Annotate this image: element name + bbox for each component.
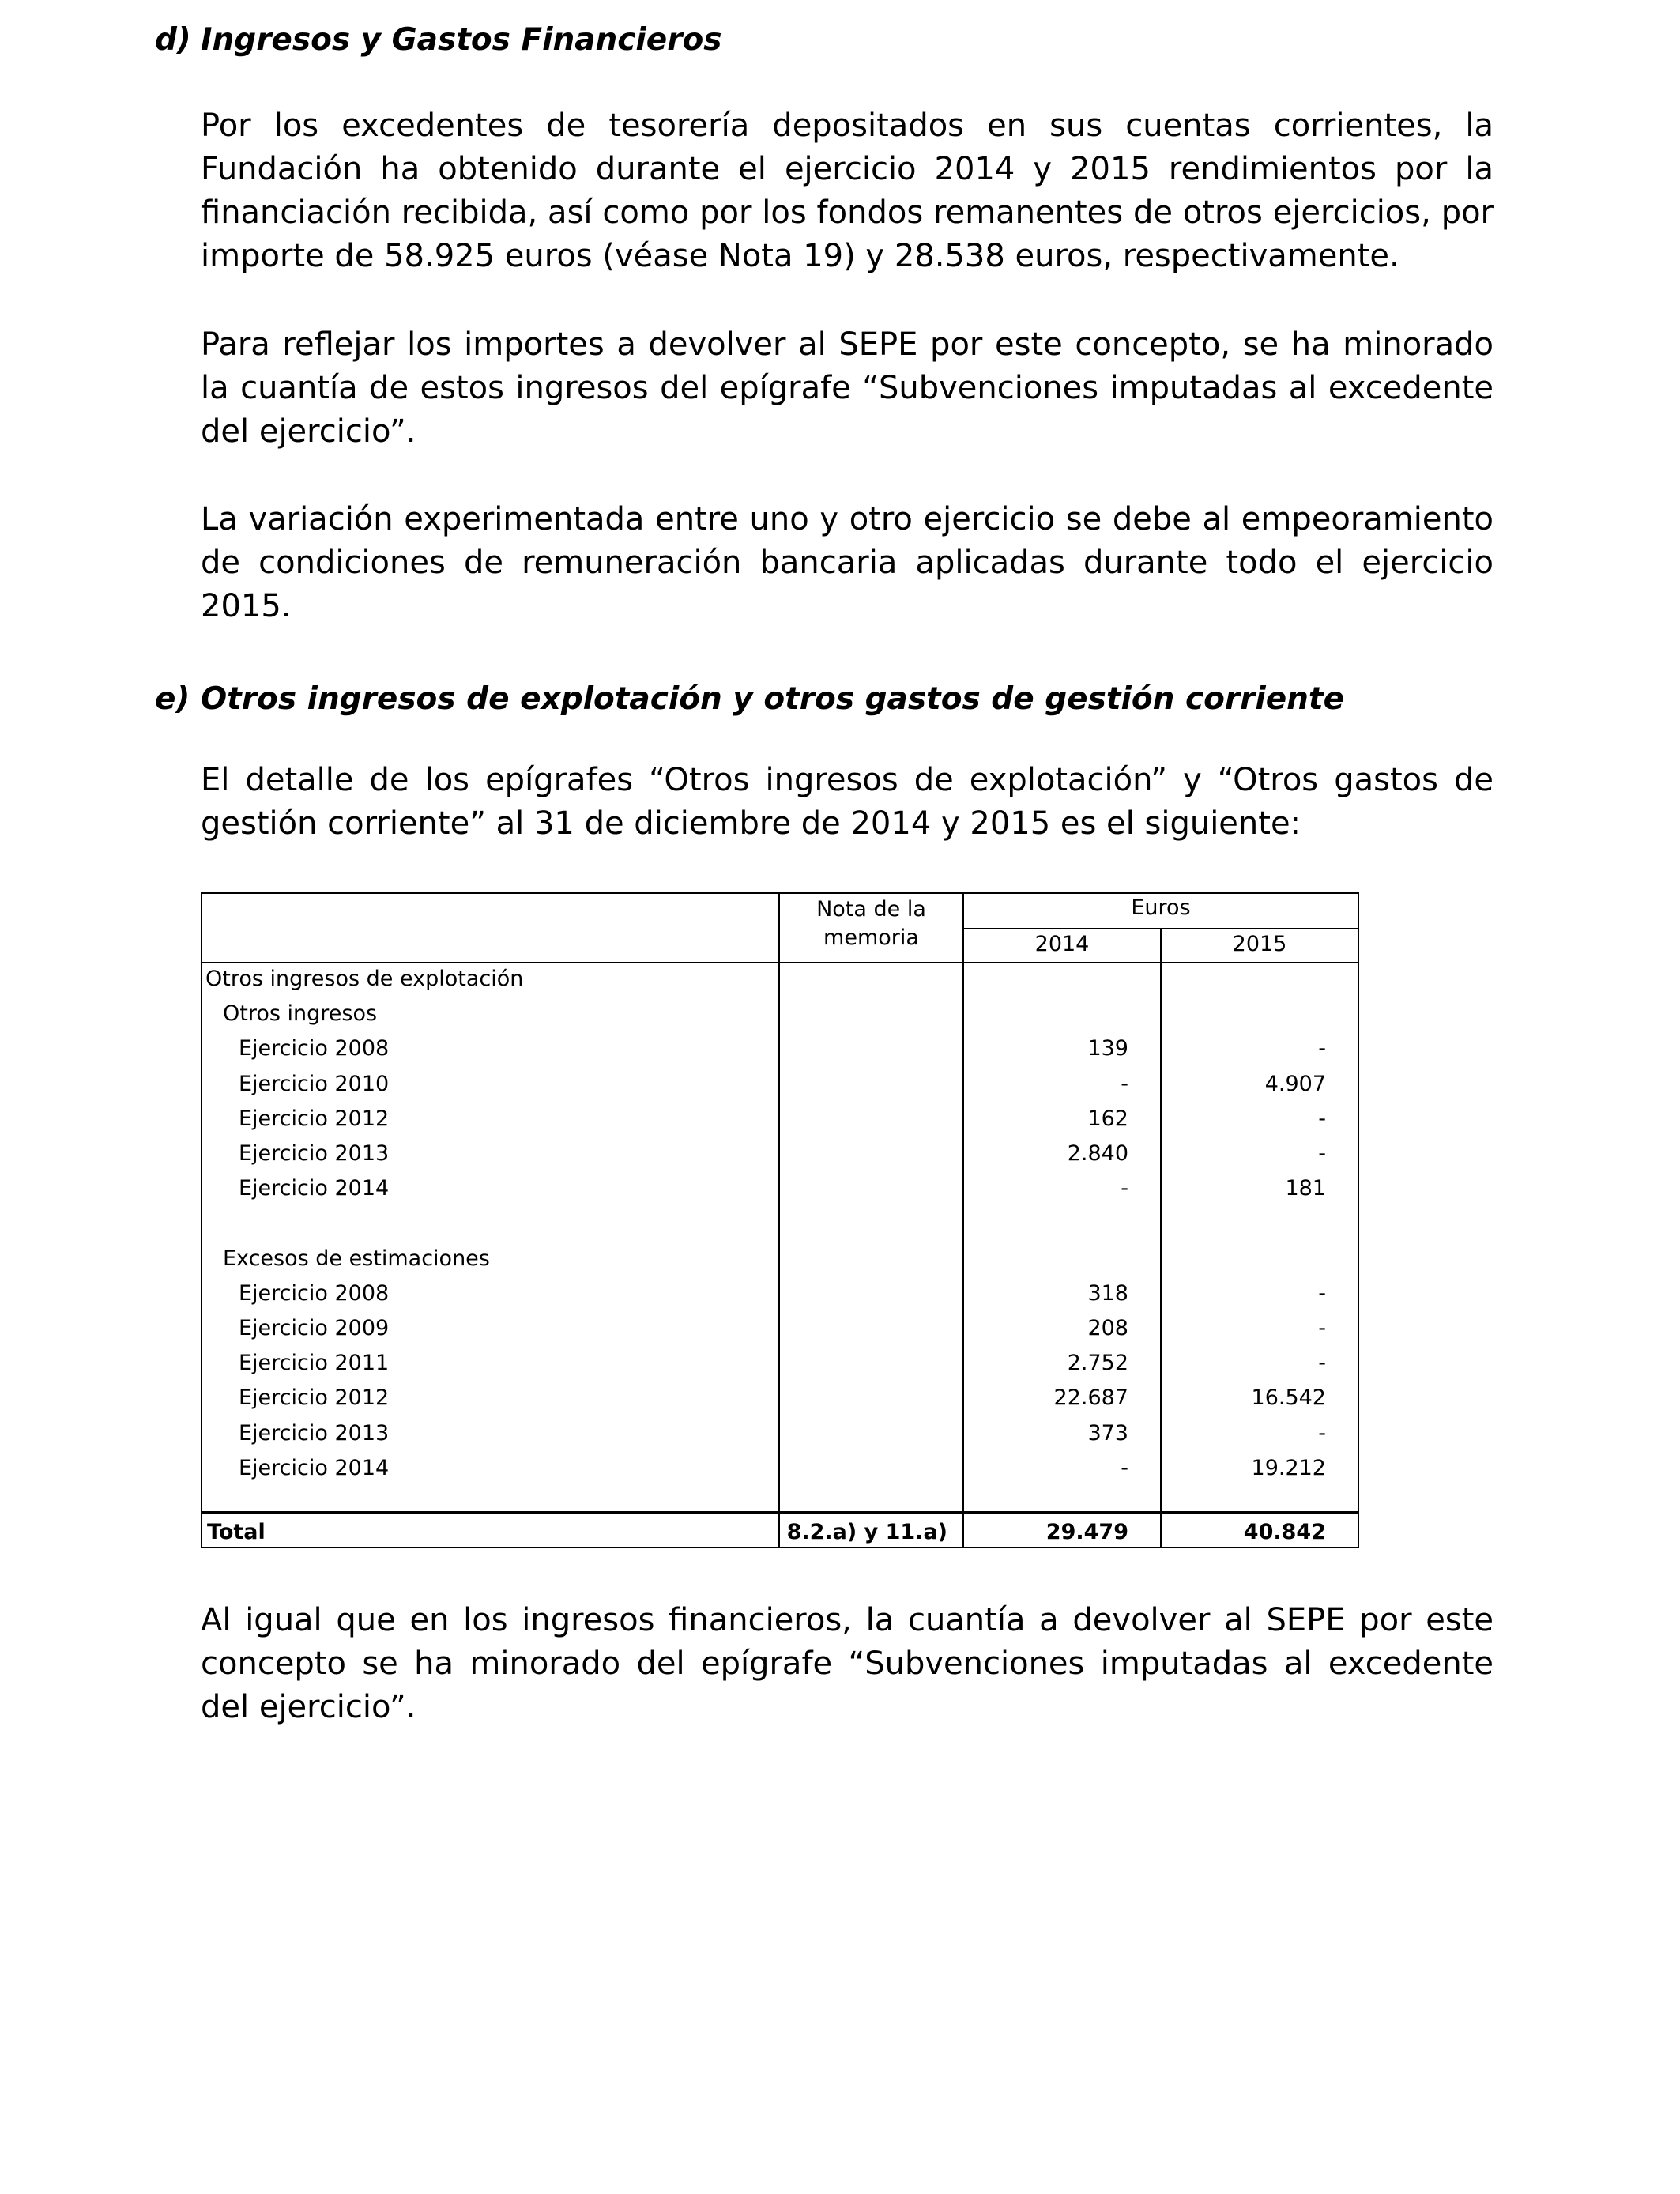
- section-d-paragraph-2: Para reflejar los importes a devolver al SEPE por este concepto, se ha minorado la cuantía de estos ingresos del epígrafe “Subvenciones imputadas al excedente del ejercicio”.: [201, 326, 1494, 450]
- value-2014: 373: [1087, 1421, 1128, 1446]
- row-label: Ejercicio 2011: [239, 1351, 390, 1375]
- value-2015: -: [1318, 1351, 1326, 1375]
- row-label: Otros ingresos: [223, 1001, 378, 1026]
- section-d-paragraph-3: La variación experimentada entre uno y otro ejercicio se debe al empeoramiento de condiciones de remuneración bancaria aplicadas durante todo el ejercicio 2015.: [201, 501, 1494, 624]
- year-2014-header: 2014: [1034, 932, 1090, 956]
- value-2014: 318: [1087, 1281, 1128, 1306]
- euros-header: Euros: [1131, 895, 1191, 920]
- section-d-title: Ingresos y Gastos Financieros: [201, 22, 722, 58]
- total-2015: 40.842: [1243, 1520, 1326, 1544]
- year-2015-header: 2015: [1232, 932, 1287, 956]
- row-label: Ejercicio 2014: [239, 1176, 390, 1201]
- value-2015: -: [1318, 1036, 1326, 1061]
- value-2015: 4.907: [1264, 1072, 1326, 1096]
- value-2015: 19.212: [1251, 1456, 1326, 1480]
- section-e-heading: [155, 681, 1345, 717]
- row-label: Ejercicio 2014: [239, 1456, 390, 1480]
- value-2014: 22.687: [1053, 1385, 1128, 1410]
- row-label: Ejercicio 2010: [239, 1072, 390, 1096]
- nota-header-line1: Nota de la: [816, 897, 926, 922]
- value-2015: 181: [1285, 1176, 1326, 1201]
- row-label: Ejercicio 2013: [239, 1141, 390, 1166]
- value-2015: -: [1318, 1106, 1326, 1131]
- value-2014: 2.840: [1067, 1141, 1128, 1166]
- value-2015: -: [1318, 1316, 1326, 1340]
- value-2014: 139: [1087, 1036, 1128, 1061]
- value-2015: -: [1318, 1281, 1326, 1306]
- income-table: [201, 892, 1359, 1548]
- value-2014: 2.752: [1067, 1351, 1128, 1375]
- section-e-title: Otros ingresos de explotación y otros gastos de gestión corriente: [201, 681, 1345, 717]
- value-2014: 208: [1087, 1316, 1128, 1340]
- value-2015: 16.542: [1251, 1385, 1326, 1410]
- row-label: Ejercicio 2008: [239, 1036, 390, 1061]
- total-label: Total: [207, 1520, 266, 1544]
- row-label: Ejercicio 2009: [239, 1316, 390, 1340]
- section-d-heading: [155, 22, 722, 58]
- section-e-letter: e): [155, 681, 190, 717]
- total-2014: 29.479: [1045, 1520, 1128, 1544]
- nota-header-line2: memoria: [823, 925, 919, 950]
- row-label: Ejercicio 2012: [239, 1106, 390, 1131]
- value-2015: -: [1318, 1421, 1326, 1446]
- row-label: Ejercicio 2008: [239, 1281, 390, 1306]
- section-d-paragraph-1: Por los excedentes de tesorería depositados en sus cuentas corrientes, la Fundación ha obtenido durante el ejercicio 2014 y 2015 rendimientos por la financiación recibida, así como por los fondos remanentes de otros ejercicios, por importe de 58.925 euros (véase Nota 19) y 28.538 euros, respectivamente.: [201, 107, 1494, 274]
- section-e-closing: Al igual que en los ingresos financieros, la cuantía a devolver al SEPE por este concepto se ha minorado del epígrafe “Subvenciones imputadas al excedente del ejercicio”.: [201, 1602, 1494, 1725]
- section-d-letter: d): [155, 22, 191, 58]
- total-nota: 8.2.a) y 11.a): [786, 1520, 947, 1544]
- section-e-intro: El detalle de los epígrafes “Otros ingresos de explotación” y “Otros gastos de gestión corriente” al 31 de diciembre de 2014 y 2015 es el siguiente:: [201, 762, 1494, 842]
- row-label: Excesos de estimaciones: [223, 1246, 490, 1271]
- value-2015: -: [1318, 1141, 1326, 1166]
- value-2014: -: [1121, 1176, 1128, 1201]
- value-2014: 162: [1087, 1106, 1128, 1131]
- value-2014: -: [1121, 1072, 1128, 1096]
- row-label: Ejercicio 2013: [239, 1421, 390, 1446]
- value-2014: -: [1121, 1456, 1128, 1480]
- row-label: Otros ingresos de explotación: [205, 967, 524, 991]
- row-label: Ejercicio 2012: [239, 1385, 390, 1410]
